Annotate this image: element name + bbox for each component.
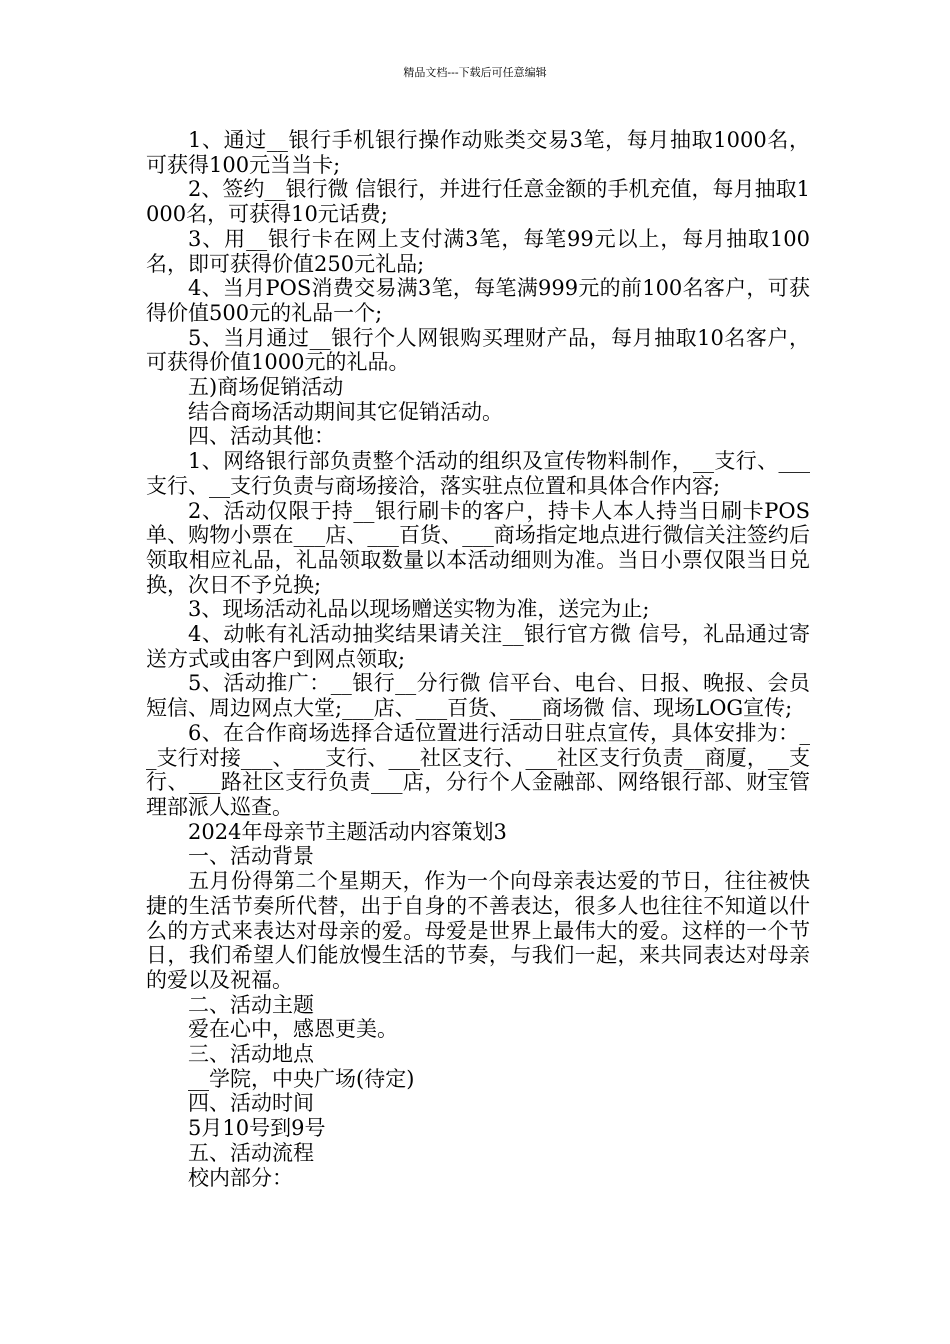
body-paragraph: 2、活动仅限于持__银行刷卡的客户，持卡人本人持当日刷卡POS单、购物小票在___店、___百货、___商场指定地点进行微信关注签约后领取相应礼品，礼品领取数量以本活动细则为准。当日小票仅限当日兑换，次日不予兑换; [146, 498, 810, 597]
body-paragraph: 爱在心中，感恩更美。 [188, 1017, 398, 1042]
section-heading: 三、活动地点 [188, 1042, 314, 1067]
body-paragraph: 3、用__银行卡在网上支付满3笔，每笔99元以上，每月抽取100名，即可获得价值250元礼品; [146, 226, 810, 276]
body-paragraph: 6、在合作商场选择合适位置进行活动日驻点宣传，具体安排为：__支行对接___、___支行、___社区支行、___社区支行负责__商厦，__支行、___路社区支行负责___店，分行个人金融部、网络银行部、财宝管理部派人巡查。 [146, 720, 810, 819]
body-paragraph: 1、网络银行部负责整个活动的组织及宣传物料制作，__支行、___支行、__支行负责与商场接洽，落实驻点位置和具体合作内容; [146, 449, 810, 498]
body-paragraph: 4、动帐有礼活动抽奖结果请关注__银行官方微 信号，礼品通过寄送方式或由客户到网点领取; [146, 622, 810, 671]
body-paragraph: 2、签约__银行微 信银行，并进行任意金额的手机充值，每月抽取1000名，可获得10元话费; [146, 177, 810, 227]
section-heading: 二、活动主题 [188, 992, 314, 1017]
body-paragraph: 5月10号到9号 [188, 1116, 326, 1141]
body-paragraph: 5、活动推广：__银行__分行微 信平台、电台、日报、晚报、会员短信、周边网点大堂;___店、___百货、___商场微 信、现场LOG宣传; [146, 671, 810, 721]
section-heading: 四、活动时间 [188, 1091, 314, 1116]
section-heading: 五)商场促销活动 [188, 375, 344, 400]
body-paragraph: 结合商场活动期间其它促销活动。 [188, 399, 503, 424]
body-paragraph: 五月份得第二个星期天，作为一个向母亲表达爱的节日，往往被快捷的生活节奏所代替，出于自身的不善表达，很多人也往往不知道以什么的方式来表达对母亲的爱。母爱是世界上最伟大的爱。这样的一个节日，我们希望人们能放慢生活的节奏，与我们一起，来共同表达对母亲的爱以及祝福。 [146, 869, 810, 992]
section-heading: 四、活动其他： [188, 424, 335, 449]
body-paragraph: 5、当月通过__银行个人网银购买理财产品，每月抽取10名客户，可获得价值1000元的礼品。 [146, 325, 810, 375]
body-paragraph: 校内部分： [188, 1165, 293, 1190]
body-paragraph: 1、通过__银行手机银行操作动账类交易3笔，每月抽取1000名，可获得100元当当卡; [146, 128, 810, 177]
section-heading: 五、活动流程 [188, 1140, 314, 1165]
body-paragraph: 3、现场活动礼品以现场赠送实物为准，送完为止; [188, 597, 650, 622]
document-body [146, 128, 810, 1190]
body-paragraph: 4、当月POS消费交易满3笔，每笔满999元的前100名客户，可获得价值500元的礼品一个; [146, 276, 810, 325]
body-paragraph: __学院，中央广场(待定) [188, 1066, 415, 1091]
page-header: 精品文档---下载后可任意编辑 [403, 66, 547, 79]
section-heading: 一、活动背景 [188, 844, 314, 869]
document-title: 2024年母亲节主题活动内容策划3 [188, 819, 507, 844]
